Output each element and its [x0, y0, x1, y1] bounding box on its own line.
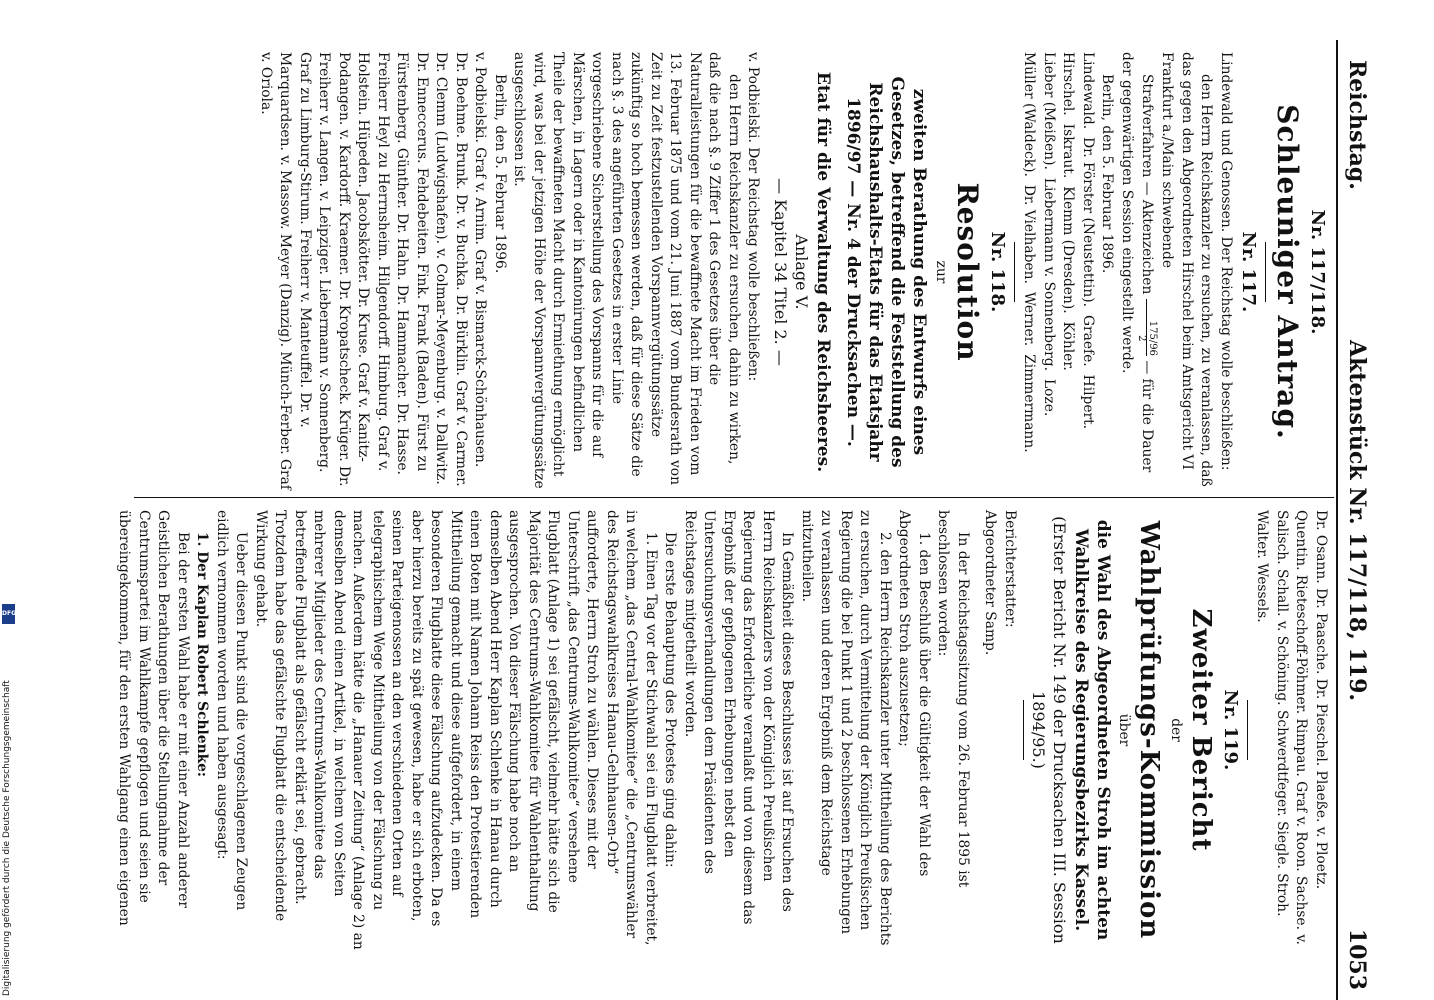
zur-label: zur [933, 260, 949, 284]
report-paragraph-2: 1. den Beschluß über die Gültigkeit der Wahl des Abgeordneten Stroh auszusetzen; [896, 510, 932, 877]
header-left: Reichstag. [1344, 60, 1370, 190]
signatory-name: Graefe. [1080, 314, 1096, 367]
fraction-denominator: 2 [1136, 335, 1147, 342]
ueber-label: über [1116, 713, 1133, 747]
nr118-heading: Nr. 118. [987, 231, 1008, 313]
right-column [114, 510, 1330, 950]
short-rule [1247, 700, 1248, 760]
dfg-logo: DFG [2, 604, 15, 624]
signatory-name: Köhler. [1060, 321, 1077, 371]
nr118-signatories: v. Podbielski. Graf v. Arnim. Graf v. Bismarck-Schönhausen. Dr. Boehme. Brunk. Dr. v. Buchka. Dr. Bürklin. Graf v. Carmer. Dr. Clemm (Ludwigshafen). v. Colmar-Meyenburg. v. Dallwitz. Dr. Enneccerus. Fehdebeiten. Fink. Frank (Baden). Fürst zu Fürstenberg. Günther. Dr. Hahn. Dr. Hammacher. Dr. Hasse. Freiherr Heyl zu Herrnsheim. Hilgendorff. Himburg. Graf v. Holstein. Hüpeden. Jacobskötter. Dr. Kruse. Graf v. Kanitz-Podangen. v. Kardorff. Kraemer. Dr. Kropatscheck. Krüger. Dr. Freiherr v. Langen. v. Leipziger. Liebermann v. Sonnenberg. Graf zu Limburg-Stirum. Freiherr v. Manteuffel. Dr. v. Marquardsen. v. Massow. Meyer (Danzig). Münch-Ferber. Graf v. Oriola. [258, 52, 489, 490]
short-rule [1265, 242, 1266, 302]
etat-heading: Etat für die Verwaltung des Reichsheeres. [813, 71, 834, 473]
anlage-label: Anlage V. [792, 234, 812, 310]
resolution-title: Resolution [951, 182, 984, 362]
aktenzeichen-label: Strafverfahren — Aktenzeichen [1139, 74, 1155, 295]
signatory-name: Loze. [1041, 378, 1057, 417]
report-paragraph-5: Die erste Behauptung des Protestes ging dahin: [662, 532, 679, 868]
signatory-name: Hirschel. [1060, 52, 1077, 116]
report-paragraph-8: 1. Der Kaplan Robert Schlenke: [194, 532, 211, 778]
resolution-subtitle: zweiten Berathung des Entwurfs eines Gesetzes, betreffend die Feststellung des Reichshaushalts-Etats für das Etatsjahr 1896/97 — Nr. 4 der Drucksachen —. [843, 76, 930, 468]
nr118-date: Berlin, den 5. Februar 1896. [492, 74, 508, 274]
nr119-reference: (Erster Bericht Nr. 149 der Drucksachen III. Session 1894/95.) [1029, 516, 1069, 944]
wahlpruefungs-kommission-title: Wahlprüfungs-Kommission [1134, 520, 1165, 940]
signatory-name: Hilpert. [1080, 374, 1096, 430]
fraction-numerator: 175/96 [1146, 299, 1157, 356]
signatory-name: Lieber (Meißen). [1041, 52, 1057, 170]
signatory-name: Werner. [1021, 291, 1038, 347]
report-paragraph-4: In Gemäßheit dieses Beschlusses ist auf Ersuchen des Herrn Reichskanzlers von der Königlich Preußischen Regierung das Erforderliche veranlaßt und von diesem das Ergebniß der gepflogenen Erhebungen nebst den Untersuchungsverhandlungen dem Präsidenten des Reichstages mitgetheilt worden. [682, 510, 796, 925]
signatory-name: Müller (Waldeck). [1021, 52, 1038, 177]
doc-number: Nr. 117/118. [1307, 209, 1328, 335]
report-paragraph-1: In der Reichstagssitzung vom 26. Februar 1895 ist beschlossen worden: [935, 510, 971, 888]
nr118-text: den Herrn Reichskanzler zu ersuchen, dahin zu wirken, daß die nach §. 9 Ziffer 1 des Gesetzes über die Naturalleistungen für die bewaffnete Macht im Frieden vom 13. Februar 1875 und vom 21. Juni 1887 vom Bundesrath von Zeit zu Zeit festzustellenden Vorspannvergütungssätze zukünftig so hoch bemessen werden, daß für diese Sätze die nach §. 3 des angeführten Gesetzes in erster Linie vorgeschriebene Sicherstellung des Vorspanns für die auf Märschen, in Lagern oder in Kantonirungen befindlichen Theile der bewaffneten Macht durch Ermiethung ermöglicht wird, was bei der jetzigen Höhe der Vorspannvergütungssätze ausgeschlossen ist. [511, 52, 742, 489]
berichterstatter-name: Abgeordneter Samp. [982, 510, 999, 656]
aktenzeichen-fraction [1136, 299, 1157, 356]
header-rule [1336, 40, 1338, 1000]
footer-text: Digitalisierung gefördert durch die Deutsche Forschungsgemeinschaft [2, 680, 12, 996]
scanned-page [116, 0, 1380, 1000]
zweiter-bericht-title: Zweiter Bericht [1186, 608, 1216, 852]
berichterstatter-label: Berichterstatter: [1002, 510, 1018, 628]
aktenzeichen-rest: — für die Dauer der gegenwärtigen Session eingestellt werde. [1119, 52, 1155, 473]
left-column [256, 52, 1331, 492]
title-schleuniger-antrag: Schleuniger Antrag. [1271, 104, 1304, 440]
header-middle: Aktenstück Nr. 117/118, 119. [1344, 340, 1370, 702]
nr117-aktenzeichen [1117, 52, 1158, 492]
short-rule [1023, 700, 1024, 760]
nr119-heading: Nr. 119. [1220, 689, 1241, 771]
nr117-signatories [1019, 52, 1097, 492]
signatory-name: Dr. Vielhaben. [1021, 184, 1038, 284]
signatory-name: Lindewald. [1080, 52, 1096, 130]
signatory-name: Dr. Förster (Neustettin). [1080, 137, 1096, 307]
column-divider [134, 497, 1334, 498]
report-paragraph-6: 1. Einen Tag vor der Stichwahl sei ein Flugblatt verbreitet, in welchem „das Central-Wahlkomitee“ die „Centrumswähler des Reichstagswahlkreises Hanau-Gelnhausen-Orb“ aufforderte, Herrn Stroh zu wählen. Dieses mit der Unterschrift „das Centrums-Wahlkomitee“ versehene Flugblatt (Anlage 1) sei gefälscht, vielmehr hätte sich die Majorität des Centrums-Wahlkomitee für Wahlenthaltung ausgesprochen. Von dieser Fälschung habe noch an demselben Abend Herr Kaplan Schlenke in Hanau durch einen Boten mit Namen Johann Reiss den Protestierenden Mittheilung gemacht und diese aufgefordert, in einem besonderen Flugblatte diese Fälschung aufzudecken. Da es aber hierzu bereits zu spät gewesen, habe er sich erboten, seinen Parteigenossen an den verschiedenen Orten auf telegraphischem Wege Mittheilung von der Fälschung zu machen. Außerdem hätte die „Hanauer Zeitung“ (Anlage 2) an demselben Abend einen Artikel, in welchem von Seiten mehrerer Mitglieder des Centrums-Wahlkomitee das betreffende Flugblatt als gefälscht erklärt sei, gebracht. Trotzdem habe das gefälschte Flugblatt die entscheidende Wirkung gehabt. [253, 510, 659, 950]
nr117-heading: Nr. 117. [1238, 231, 1259, 313]
signatories-continued: Dr. Osann. Dr. Paasche. Dr. Pieschel. Plaeße. v. Ploetz. Quentin. Rieteschoff-Pöhmer. Rimpau. Graf v. Roon. Sachse. v. Salisch. Schall. v. Schöning. Schwerdtfeger. Siegle. Stroh. Walter. Wessels. [1254, 510, 1329, 945]
short-rule [1014, 242, 1015, 302]
kapitel-label: — Kapitel 34 Titel 2. — [771, 178, 791, 366]
nr117-intro: Lindewald und Genossen. Der Reichstag wolle beschließen: [1218, 52, 1234, 471]
nr117-text: den Herrn Reichskanzler zu ersuchen, zu veranlassen, daß das gegen den Abgeordneten Hirschel beim Amtsgericht VI Frankfurt a./Main schwebende [1159, 52, 1215, 487]
nr118-intro: v. Podbielski. Der Reichstag wolle beschließen: [745, 52, 762, 382]
signatory-name: Iskraut. [1060, 123, 1077, 179]
report-paragraph-9: Bei der ersten Wahl habe er mit einer Anzahl anderer Geistlichen Berathungen über die Stellungnahme der Centrumspartei im Wahlkampfe gepflogen und seien sie übereingekommen, für den ersten Wahlgang einen eigenen [116, 510, 191, 926]
page-header [1340, 0, 1380, 1000]
nr119-subtitle: die Wahl des Abgeordneten Stroh im achten Wahlkreise des Regierungsbezirks Kassel. [1071, 519, 1113, 941]
signatory-name: Zimmermann. [1021, 354, 1038, 453]
page-number: 1053 [1344, 928, 1370, 990]
report-paragraph-7: Ueber diesen Punkt sind die vorgeschlagenen Zeugen eidlich vernommen worden und haben ausgesagt: [214, 510, 250, 911]
der-label: der [1168, 718, 1184, 742]
report-paragraph-3: 2. den Herrn Reichskanzler unter Mittheilung des Berichts zu ersuchen, durch Vermittelung der Königlich Preußischen Regierung die bei Punkt 1 und 2 beschlossenen Erhebungen zu veranlassen und deren Ergebniß dem Reichstage mitzutheilen. [799, 510, 893, 946]
signatory-name: Klemm (Dresden). [1060, 186, 1077, 314]
signatory-name: Liebermann v. Sonnenberg. [1041, 177, 1057, 371]
nr117-date: Berlin, den 5. Februar 1896. [1099, 74, 1116, 274]
digitization-footer [2, 604, 16, 996]
